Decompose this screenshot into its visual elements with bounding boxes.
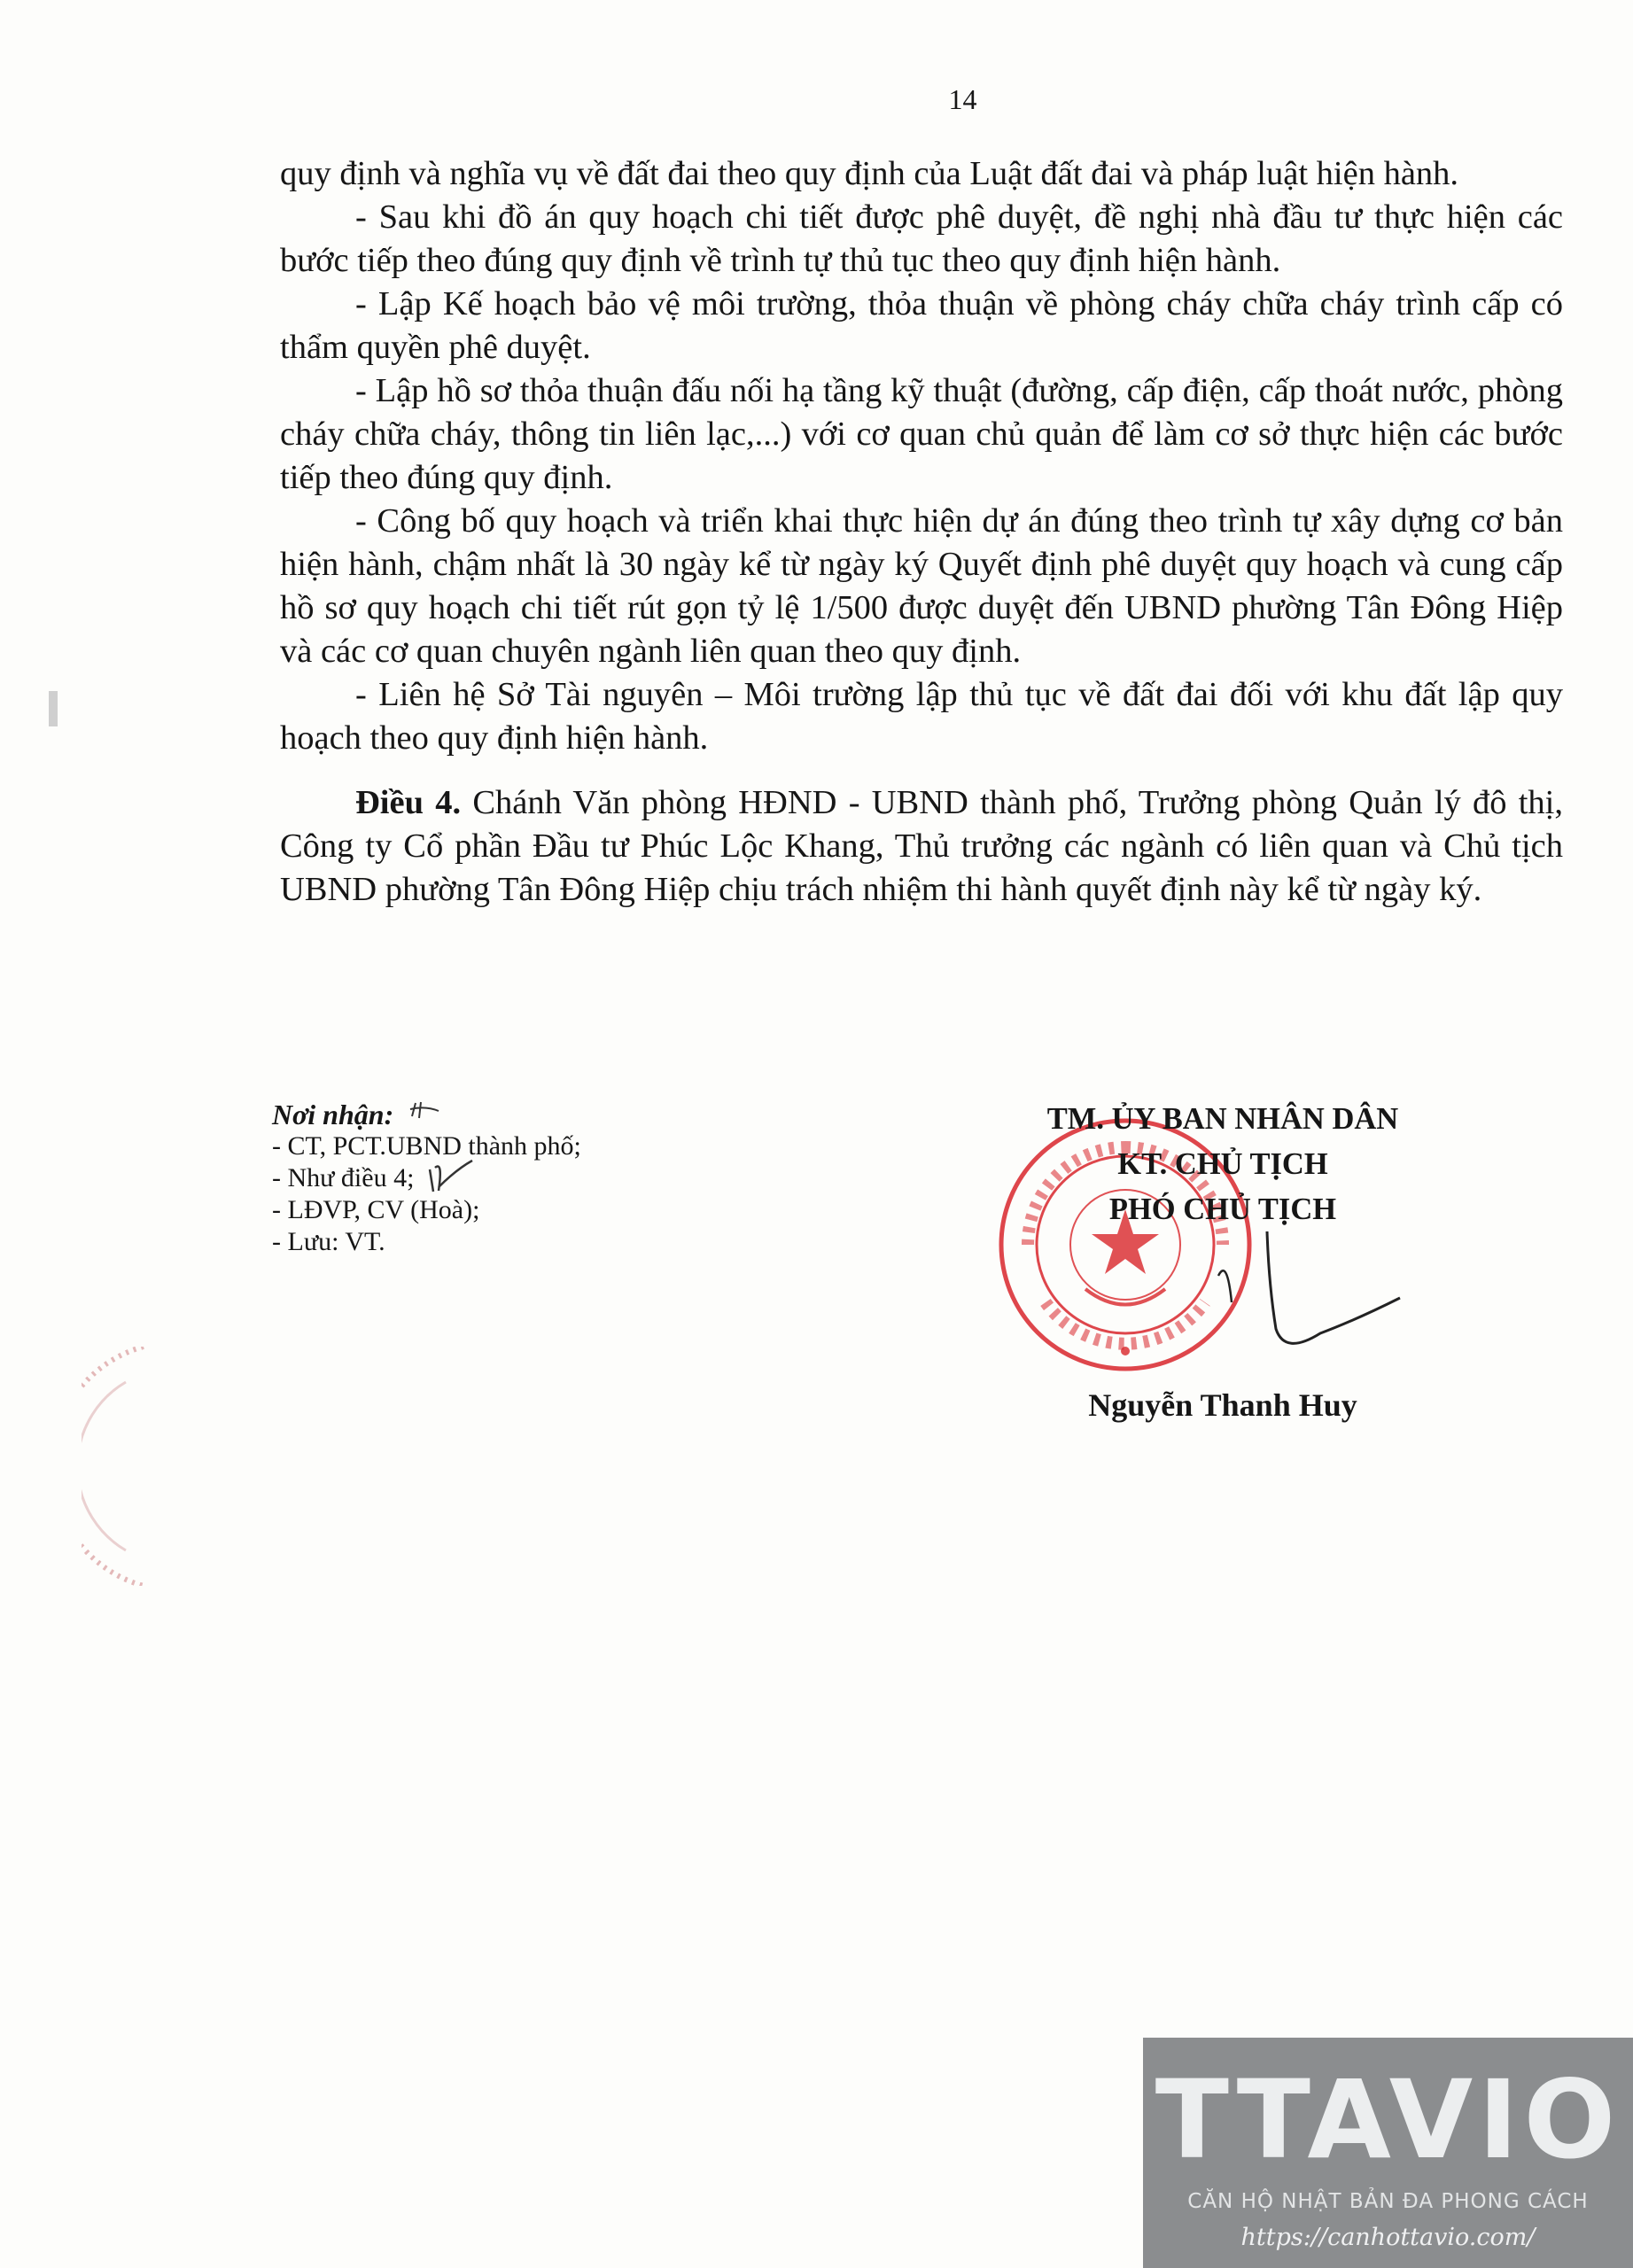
- signature-block: [966, 1097, 1480, 1232]
- paragraph-publication: - Công bố quy hoạch và triển khai thực hiện dự án đúng theo trình tự xây dựng cơ bản hiện hành, chậm nhất là 30 ngày kể từ ngày ký Quyết định phê duyệt quy hoạch và cung cấp hồ sơ quy hoạch chi tiết rút gọn tỷ lệ 1/500 được duyệt đến UBND phường Tân Đông Hiệp và các cơ quan chuyên ngành liên quan theo quy định.: [280, 502, 1563, 670]
- handwritten-initial-mark: [403, 1099, 478, 1196]
- page-number: 14: [948, 83, 977, 115]
- recipients-block: [272, 1099, 733, 1258]
- paragraph-infrastructure: - Lập hồ sơ thỏa thuận đấu nối hạ tầng kỹ thuật (đường, cấp điện, cấp thoát nước, phòng cháy chữa cháy, thông tin liên lạc,...) với cơ quan chủ quản để làm cơ sở thực hiện các bước tiếp theo đúng quy định.: [280, 372, 1563, 496]
- signature-line-3: PHÓ CHỦ TỊCH: [1108, 1192, 1337, 1226]
- watermark-tagline: CĂN HỘ NHẬT BẢN ĐA PHONG CÁCH: [1187, 2190, 1589, 2213]
- watermark-logo: TTAVIO: [1155, 2057, 1621, 2183]
- recipient-item: - Lưu: VT.: [272, 1227, 385, 1256]
- faint-seal-edge: [82, 1347, 152, 1586]
- recipient-item: - Như điều 4;: [272, 1163, 415, 1192]
- paragraph-land-procedure: - Liên hệ Sở Tài nguyên – Môi trường lập thủ tục về đất đai đối với khu đất lập quy hoạch theo quy định hiện hành.: [280, 676, 1563, 757]
- signature-line-2: KT. CHỦ TỊCH: [1117, 1147, 1328, 1181]
- handwritten-signature: [1214, 1223, 1418, 1364]
- paragraph-continuation: quy định và nghĩa vụ về đất đai theo quy định của Luật đất đai và pháp luật hiện hành.: [280, 155, 1459, 192]
- watermark-banner: [1143, 2038, 1633, 2268]
- article-4: [280, 781, 1563, 912]
- article-text: Chánh Văn phòng HĐND - UBND thành phố, Trưởng phòng Quản lý đô thị, Công ty Cổ phần Đầu tư Phúc Lộc Khang, Thủ trưởng các ngành có liên quan và Chủ tịch UBND phường Tân Đông Hiệp chịu trách nhiệm thi hành quyết định này kể từ ngày ký.: [280, 784, 1563, 908]
- article-label: Điều 4.: [355, 784, 462, 821]
- scan-edge-mark: [49, 691, 58, 726]
- document-body: [280, 152, 1563, 912]
- watermark-url: https://canhottavio.com/: [1240, 2224, 1536, 2251]
- signature-line-1: TM. ỦY BAN NHÂN DÂN: [1046, 1102, 1399, 1136]
- paragraph-environment-plan: - Lập Kế hoạch bảo vệ môi trường, thỏa thuận về phòng cháy chữa cháy trình cấp có thẩm quyền phê duyệt.: [280, 285, 1563, 366]
- recipient-item: - LĐVP, CV (Hoà);: [272, 1195, 480, 1224]
- recipients-title: Nơi nhận:: [272, 1099, 394, 1130]
- signer-name: Nguyễn Thanh Huy: [1088, 1387, 1357, 1423]
- recipient-item: - CT, PCT.UBND thành phố;: [272, 1131, 581, 1161]
- paragraph-approval-steps: - Sau khi đồ án quy hoạch chi tiết được phê duyệt, đề nghị nhà đầu tư thực hiện các bước tiếp theo đúng quy định về trình tự thủ tục theo quy định hiện hành.: [280, 198, 1563, 279]
